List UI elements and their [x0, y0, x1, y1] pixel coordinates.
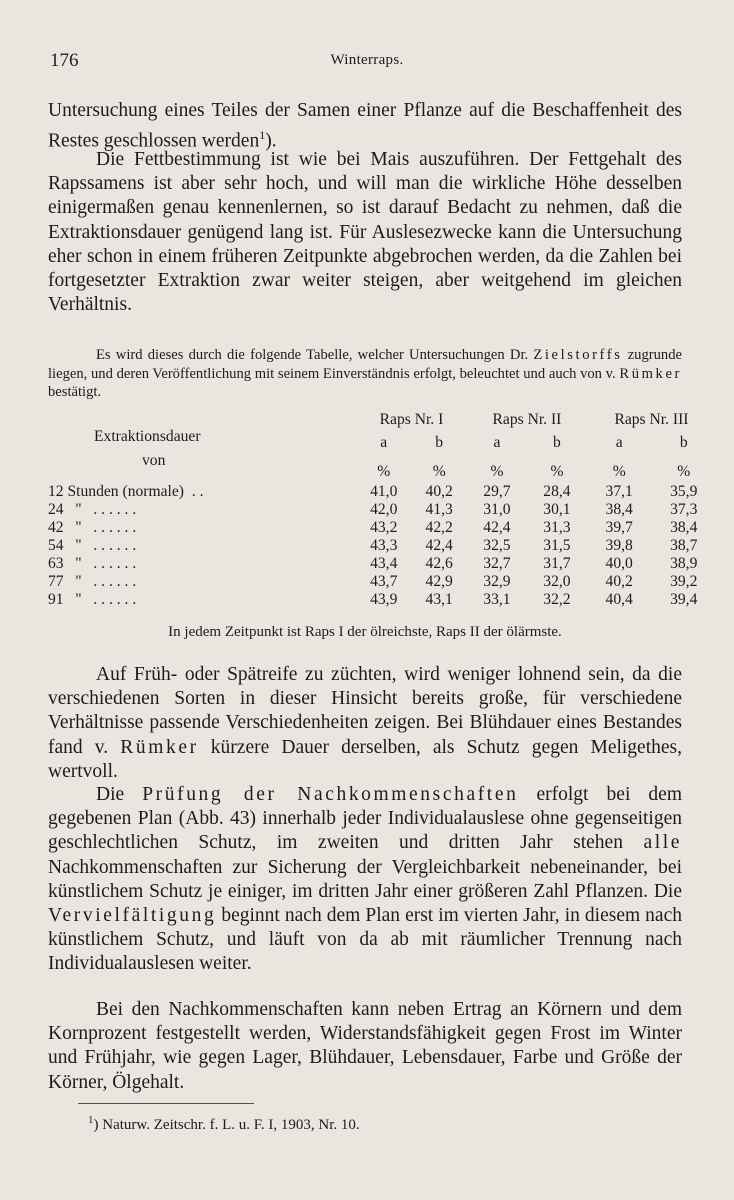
footnote-text: ) Naturw. Zeitschr. f. L. u. F. I, 1903, Nr. 10.: [93, 1117, 360, 1133]
table-cell: 31,3: [543, 519, 571, 536]
table-cell: 41,0: [370, 483, 398, 500]
subcol-header: a: [493, 434, 501, 451]
paragraph-text: Auf Früh- oder Spätreife zu züchten, wird weniger lohnend sein, da die verschiedenen Sorten in dieser Hinsicht bereits große, für verschiedene Verhältnisse passende Verschiedenheiten zeigen. Bei Blühdauer eines Bestandes fand v.: [48, 664, 682, 758]
footnote-marker: 1: [88, 1114, 94, 1126]
row-label: 12 Stunden (normale) . .: [48, 483, 204, 500]
unit-header: %: [612, 463, 626, 480]
subcol-header: a: [615, 434, 623, 451]
unit-header: %: [377, 463, 391, 480]
running-title: Winterraps.: [330, 52, 404, 68]
table-cell: 38,9: [670, 555, 698, 572]
table-row: [48, 537, 716, 555]
table-cell: 37,1: [605, 483, 633, 500]
table-cell: 38,4: [670, 519, 698, 536]
paragraph-fat-determination: Die Fettbestimmung ist wie bei Mais auszuführen. Der Fettgehalt des Rapssamens ist aber sehr hoch, und will man die wirkliche Höhe desselben einigermaßen genau kennenlernen, so ist darauf Bedacht zu nehmen, daß die Extraktionsdauer genügend lang ist. Für Auslesezwecke kann die Untersuchung eher schon in einem früheren Zeitpunkte abgebrochen werden, da die Zahlen bei fortgesetzter Extraktion zwar weiter steigen, aber weitgehend im gleichen Verhältnis.: [48, 149, 682, 316]
table-cell: 42,9: [425, 573, 453, 590]
subcol-header: a: [380, 434, 388, 451]
emphasized-term: Prüfung der Nachkommenschaften: [142, 784, 519, 805]
table-cell: 40,2: [425, 483, 453, 500]
subcol-header: b: [679, 434, 688, 451]
table-cell: 32,7: [483, 555, 511, 572]
table-cell: 42,2: [425, 519, 453, 536]
emphasized-word: alle: [643, 832, 682, 854]
table-cell: 42,6: [425, 555, 453, 572]
footnote: [88, 1114, 360, 1134]
table-cell: 32,2: [543, 591, 571, 608]
group-header: Raps Nr. I: [379, 411, 444, 428]
emphasized-word: Vervielfältigung: [48, 905, 217, 927]
paragraph-text: Untersuchung eines Teiles der Samen einer Pflanze auf die Beschaffenheit des Restes geschlossen werden: [48, 100, 682, 152]
paragraph-text: erfolgt bei dem gegebenen Plan (Abb. 43) innerhalb jeder Individualauslese ohne gegenseitigen geschlechtlichen Schutz, im zweiten und dritten Jahr stehen: [48, 784, 682, 854]
table-cell: 39,8: [605, 537, 633, 554]
table-cell: 32,5: [483, 537, 511, 554]
table-cell: 42,0: [370, 501, 398, 518]
paragraph-text: Die: [96, 784, 143, 805]
row-label: 24 " . . . . . .: [48, 501, 137, 518]
row-header-line2: von: [142, 452, 166, 469]
intro-text: Es wird dieses durch die folgende Tabelle, welcher Untersuchungen Dr.: [96, 347, 534, 363]
table-cell: 32,0: [543, 573, 571, 590]
group-header: Raps Nr. III: [614, 411, 689, 428]
row-header-line1: Extraktionsdauer: [94, 428, 201, 445]
intro-text-mid: zugrunde liegen, und deren Veröffentlichung mit seinem Einverständnis erfolgt, beleuchtet und auch von v.: [48, 347, 683, 382]
table-row: [48, 591, 716, 609]
footnote-reference: 1: [259, 128, 266, 143]
table-cell: 35,9: [670, 483, 698, 500]
page-header: [48, 50, 686, 74]
table-cell: 43,7: [370, 573, 398, 590]
table-cell: 42,4: [483, 519, 511, 536]
footnote-divider: [78, 1103, 254, 1104]
author-name-ruemker: Rümker: [120, 736, 199, 758]
table-cell: 33,1: [483, 591, 511, 608]
author-name-ruemker: Rümker: [619, 365, 682, 382]
table-cell: 40,4: [605, 591, 633, 608]
unit-header: %: [677, 463, 691, 480]
row-header-cell: [48, 411, 356, 483]
table-cell: 37,3: [670, 501, 698, 518]
subcol-header: b: [553, 434, 561, 451]
row-label: 91 " . . . . . .: [48, 591, 137, 608]
table-cell: 39,2: [670, 573, 698, 590]
subcol-header: b: [435, 434, 444, 451]
table-cell: 38,7: [670, 537, 698, 554]
page-number: 176: [50, 50, 79, 71]
table-row: [48, 483, 716, 501]
paragraph-text-end: ).: [265, 130, 277, 152]
row-label: 42 " . . . . . .: [48, 519, 137, 536]
table-cell: 43,4: [370, 555, 398, 572]
paragraph-progeny-testing: [48, 783, 682, 977]
row-label: 63 " . . . . . .: [48, 555, 137, 572]
author-name-zielstorff: Zielstorffs: [533, 347, 623, 363]
table-cell: 41,3: [425, 501, 453, 518]
table-cell: 29,7: [483, 483, 511, 500]
table-cell: 40,2: [605, 573, 633, 590]
row-label: 77 " . . . . . .: [48, 573, 137, 590]
table-cell: 43,1: [425, 591, 453, 608]
table-cell: 32,9: [483, 573, 511, 590]
table-row: [48, 501, 716, 519]
table-note: In jedem Zeitpunkt ist Raps I der ölreichste, Raps II der ölärmste.: [168, 624, 562, 640]
table-cell: 39,7: [605, 519, 633, 536]
table-cell: 39,4: [670, 591, 698, 608]
table-cell: 42,4: [425, 537, 453, 554]
unit-header: %: [550, 463, 564, 480]
table-cell: 43,2: [370, 519, 398, 536]
unit-header: %: [490, 463, 504, 480]
table-cell: 38,4: [605, 501, 633, 518]
table-cell: 31,7: [543, 555, 571, 572]
unit-header: %: [432, 463, 446, 480]
table-cell: 43,9: [370, 591, 398, 608]
table-row: [48, 555, 716, 573]
table-row: [48, 519, 716, 537]
table-cell: 28,4: [543, 483, 571, 500]
table-cell: 30,1: [543, 501, 571, 518]
paragraph-text-end: kürzere Dauer derselben, als Schutz gegen Meligethes, wertvoll.: [48, 736, 682, 782]
table-body: [48, 483, 716, 609]
paragraph-text-end: beginnt nach dem Plan erst im vierten Jahr, in diesem nach künstlichem Schutz, und läuft von da ab mit räumlicher Trennung nach Individualauslesen weiter.: [48, 905, 682, 975]
table-cell: 31,0: [483, 501, 511, 518]
paragraph-continuation: [48, 99, 682, 154]
intro-text-end: bestätigt.: [48, 384, 102, 401]
row-label: 54 " . . . . . .: [48, 537, 137, 554]
table-cell: 31,5: [543, 537, 571, 554]
table-row: [48, 573, 716, 591]
table-cell: 40,0: [605, 555, 633, 572]
paragraph-progeny-traits: Bei den Nachkommenschaften kann neben Ertrag an Körnern und dem Kornprozent festgestellt werden, Widerstandsfähigkeit gegen Frost im Winter und Frühjahr, wie gegen Lager, Blühdauer, Lebensdauer, Farbe und Größe der Körner, Ölgehalt.: [48, 999, 682, 1093]
paragraph-table-intro: [48, 346, 682, 402]
paragraph-ripening: [48, 663, 682, 784]
table-cell: 43,3: [370, 537, 398, 554]
paragraph-text: Nachkommenschaften zur Sicherung der Vergleichbarkeit nebeneinander, bei künstlichem Schutz je einiger, im dritten Jahr einer größeren Zahl Pflanzen. Die: [48, 856, 682, 902]
group-header: Raps Nr. II: [492, 411, 562, 428]
extraction-table: [48, 411, 716, 609]
